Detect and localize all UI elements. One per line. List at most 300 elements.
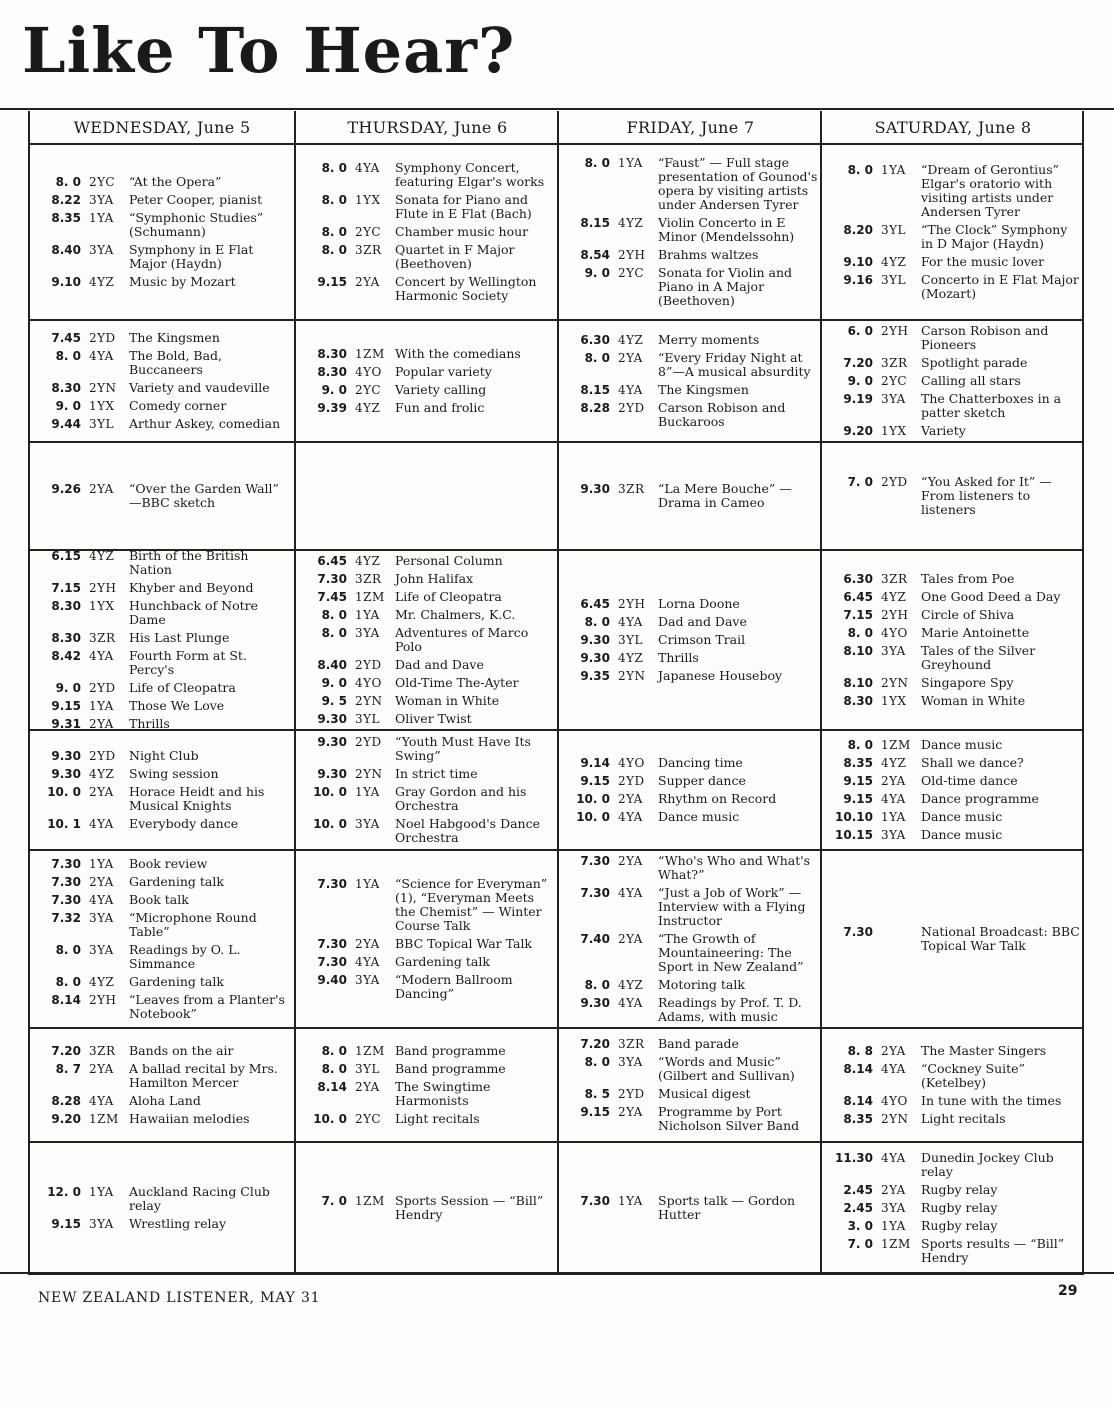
programme-time: 8. 0 [321,626,347,640]
programme-title: Adventures of Marco Polo [395,625,529,654]
programme-listing [303,877,555,933]
programme-time: 7.32 [51,911,81,925]
station-call-sign: 4YA [881,1062,906,1076]
station-call-sign: 2YH [89,993,117,1007]
programme-listing [37,193,290,207]
station-call-sign: 4YA [618,996,643,1010]
programme-listing [566,932,818,974]
programme-listing [829,424,1080,438]
programme-listing [37,349,290,377]
station-call-sign: 4YA [89,1094,114,1108]
programme-title: Concert by Wellington Harmonic Society [395,274,537,303]
programme-listing [303,973,555,1001]
programme-title: “The Growth of Mountaineering: The Sport in New Zealand” [658,931,804,974]
station-call-sign: 1ZM [881,738,911,752]
programme-listing [566,792,818,806]
programme-title: “Science for Everyman” (1), “Everyman Meets the Chemist” — Winter Course Talk [395,876,548,933]
programme-listing [566,1037,818,1051]
programme-time: 9.39 [317,401,347,415]
bottom-rule [0,1272,1114,1274]
programme-title: Variety calling [395,382,487,397]
programme-title: Comedy corner [129,398,227,413]
programme-listing [303,590,555,604]
programme-listing [566,633,818,647]
programme-time: 9.30 [51,749,81,763]
programme-time: 9. 0 [55,681,81,695]
programme-time: 10. 0 [313,817,347,831]
programme-time: 8. 0 [584,615,610,629]
programme-listing [566,774,818,788]
station-call-sign: 3YA [881,644,906,658]
programme-listing [303,1062,555,1076]
programme-listing [37,581,290,595]
programme-title: For the music lover [921,254,1045,269]
programme-listing [566,1194,818,1222]
programme-time: 8.15 [580,383,610,397]
programme-time: 9.15 [51,699,81,713]
programme-listing [566,810,818,824]
programme-block [30,731,294,851]
programme-time: 6.45 [580,597,610,611]
programme-title: Old-time dance [921,773,1018,788]
station-call-sign: 1YA [355,877,380,891]
programme-block [30,443,294,551]
station-call-sign: 2YH [618,248,646,262]
station-call-sign: 2YD [89,749,116,763]
programme-title: Sports talk — Gordon Hutter [658,1193,796,1222]
station-call-sign: 1YA [618,156,643,170]
station-call-sign: 2YN [89,381,117,395]
programme-time: 9.30 [317,735,347,749]
programme-time: 6.30 [580,333,610,347]
programme-listing [37,785,290,813]
programme-time: 8. 0 [847,626,873,640]
station-call-sign: 2YA [89,875,114,889]
publication-line: NEW ZEALAND LISTENER, MAY 31 [38,1290,321,1306]
programme-listing [37,911,290,939]
station-call-sign: 4YO [355,365,382,379]
programme-listing [566,156,818,212]
station-call-sign: 4YZ [89,549,115,563]
programme-title: “Just a Job of Work” —Interview with a Flying Instructor [658,885,806,928]
programme-listing [829,255,1080,269]
station-call-sign: 2YH [89,581,117,595]
programme-title: Crimson Trail [658,632,746,647]
station-call-sign: 4YZ [355,401,381,415]
programme-time: 7.40 [580,932,610,946]
programme-title: Dance music [921,737,1003,752]
programme-title: Band programme [395,1061,506,1076]
programme-time: 9.31 [51,717,81,731]
station-call-sign: 2YD [89,681,116,695]
station-call-sign: 1YA [881,163,906,177]
programme-listing [37,417,290,431]
programme-title: Symphony in E Flat Major (Haydn) [129,242,254,271]
programme-title: Dance music [921,827,1003,842]
programme-time: 9.15 [580,774,610,788]
programme-title: The Master Singers [921,1043,1047,1058]
programme-title: “Words and Music” (Gilbert and Sullivan) [658,1054,795,1083]
programme-time: 8. 8 [847,1044,873,1058]
programme-title: Lorna Doone [658,596,740,611]
page-number: 29 [1058,1283,1078,1299]
station-call-sign: 3YL [355,1062,381,1076]
programme-title: Thrills [658,650,699,665]
programme-block [822,851,1084,1029]
programme-title: Variety [921,423,966,438]
programme-time: 8. 7 [55,1062,81,1076]
programme-listing [566,248,818,262]
station-call-sign: 1ZM [881,1237,911,1251]
station-call-sign: 3ZR [618,482,645,496]
programme-time: 9.30 [317,712,347,726]
programme-time: 9. 5 [321,694,347,708]
station-call-sign: 1YA [881,1219,906,1233]
programme-title: The Bold, Bad, Buccaneers [129,348,223,377]
programme-listing [303,712,555,726]
programme-listing [37,717,290,731]
programme-title: “Every Friday Night at 8”—A musical absurdity [658,350,811,379]
programme-listing [303,626,555,654]
programme-time: 2.45 [843,1183,873,1197]
programme-time: 8.35 [51,211,81,225]
programme-block [559,731,822,851]
programme-title: John Halifax [395,571,474,586]
station-call-sign: 2YH [881,608,909,622]
station-call-sign: 3YL [89,417,115,431]
programme-time: 8. 0 [321,608,347,622]
station-call-sign: 3ZR [355,243,382,257]
programme-listing [829,374,1080,388]
station-call-sign: 4YA [89,817,114,831]
programme-block [822,1143,1084,1273]
programme-time: 9.40 [317,973,347,987]
station-call-sign: 2YA [355,937,380,951]
programme-listing [37,993,290,1021]
programme-listing [829,774,1080,788]
programme-block [559,1029,822,1143]
programme-block [30,548,294,731]
programme-listing [829,590,1080,604]
day-column [294,111,559,1273]
programme-listing [303,193,555,221]
programme-title: Life of Cleopatra [395,589,502,604]
programme-title: Rugby relay [921,1182,998,1197]
programme-time: 12. 0 [47,1185,81,1199]
programme-block [30,851,294,1029]
programme-listing [37,649,290,677]
programme-listing [303,401,555,415]
programme-block [822,321,1084,443]
station-call-sign: 2YD [618,401,645,415]
programme-block [30,321,294,443]
station-call-sign: 3YA [355,626,380,640]
programme-listing [566,996,818,1024]
programme-listing [303,937,555,951]
programme-title: Peter Cooper, pianist [129,192,263,207]
station-call-sign: 2YC [89,175,116,189]
headline: Like To Hear? [22,14,516,87]
programme-time: 9.10 [51,275,81,289]
programme-listing [566,333,818,347]
programme-time: 8. 0 [584,156,610,170]
programme-title: Band programme [395,1043,506,1058]
station-call-sign: 3YL [881,223,907,237]
programme-listing [303,767,555,781]
programme-time: 9. 0 [847,374,873,388]
programme-time: 10.10 [835,810,873,824]
programme-time: 9.30 [580,996,610,1010]
programme-title: “La Mere Bouche” — Drama in Cameo [658,481,792,510]
programme-title: Dance programme [921,791,1039,806]
programme-listing [566,383,818,397]
programme-title: Hunchback of Notre Dame [129,598,259,627]
programme-time: 7.30 [580,886,610,900]
programme-time: 7. 0 [847,1237,873,1251]
programme-listing [37,857,290,871]
programme-title: Horace Heidt and his Musical Knights [129,784,265,813]
programme-title: A ballad recital by Mrs. Hamilton Mercer [129,1061,278,1090]
programme-listing [37,699,290,713]
programme-title: Carson Robison and Buckaroos [658,400,786,429]
programme-title: “Dream of Gerontius” Elgar's oratorio with visiting artists under Andersen Tyrer [921,162,1060,219]
station-call-sign: 3YL [355,712,381,726]
programme-listing [829,792,1080,806]
programme-listing [37,331,290,345]
programme-listing [303,608,555,622]
programme-title: In strict time [395,766,478,781]
programme-time: 9.30 [51,767,81,781]
programme-time: 9.44 [51,417,81,431]
programme-title: Concerto in E Flat Major (Mozart) [921,272,1079,301]
programme-block [822,731,1084,851]
programme-time: 6.15 [51,549,81,563]
programme-time: 9.30 [580,482,610,496]
programme-title: Hawaiian melodies [129,1111,250,1126]
programme-listing [37,549,290,577]
programme-listing [303,275,555,303]
programme-time: 8.22 [51,193,81,207]
programme-block [296,321,559,443]
station-call-sign: 3YA [881,1201,906,1215]
programme-title: Popular variety [395,364,492,379]
programme-title: Fun and frolic [395,400,485,415]
station-call-sign: 2YC [355,225,382,239]
station-call-sign: 4YZ [89,767,115,781]
programme-title: Personal Column [395,553,503,568]
station-call-sign: 2YD [618,774,645,788]
station-call-sign: 3YA [89,943,114,957]
station-call-sign: 1YA [618,1194,643,1208]
programme-time: 8. 0 [321,243,347,257]
programme-title: Sonata for Violin and Piano in A Major (Beethoven) [658,265,792,308]
station-call-sign: 3YA [881,828,906,842]
station-call-sign: 1YA [89,1185,114,1199]
programme-listing [829,694,1080,708]
programme-listing [303,735,555,763]
station-call-sign: 1ZM [355,1194,385,1208]
programme-time: 8.35 [843,756,873,770]
programme-listing [829,1044,1080,1058]
programme-title: Symphony Concert, featuring Elgar's works [395,160,545,189]
programme-time: 8.30 [51,631,81,645]
programme-listing [566,401,818,429]
programme-time: 6.45 [317,554,347,568]
station-call-sign: 3ZR [881,356,908,370]
programme-title: Dancing time [658,755,743,770]
programme-block [559,851,822,1029]
programme-time: 9.15 [51,1217,81,1231]
programme-listing [303,554,555,568]
programme-title: Dance music [658,809,740,824]
programme-time: 8. 0 [55,349,81,363]
programme-time: 9.19 [843,392,873,406]
programme-title: Light recitals [395,1111,480,1126]
programme-title: Readings by O. L. Simmance [129,942,241,971]
station-call-sign: 2YA [89,482,114,496]
programme-title: Japanese Houseboy [658,668,783,683]
programme-listing [566,854,818,882]
programme-listing [566,482,818,510]
programme-title: Night Club [129,748,199,763]
programme-time: 8. 0 [584,351,610,365]
programme-time: 8.42 [51,649,81,663]
station-call-sign: 2YN [355,767,383,781]
programme-listing [37,749,290,763]
programme-listing [303,694,555,708]
programme-listing [829,1062,1080,1090]
programme-title: Carson Robison and Pioneers [921,323,1049,352]
programme-listing [829,1219,1080,1233]
programme-listing [303,383,555,397]
station-call-sign: 2YN [881,1112,909,1126]
station-call-sign: 2YN [618,669,646,683]
programme-time: 9.15 [843,774,873,788]
programme-title: Spotlight parade [921,355,1028,370]
programme-title: Noel Habgood's Dance Orchestra [395,816,540,845]
station-call-sign: 4YO [618,756,645,770]
programme-title: Motoring talk [658,977,745,992]
station-call-sign: 2YA [89,717,114,731]
programme-title: Shall we dance? [921,755,1024,770]
programme-listing [37,1217,290,1231]
programme-listing [303,1044,555,1058]
programme-time: 8.14 [843,1062,873,1076]
station-call-sign: 2YA [618,854,643,868]
station-call-sign: 2YA [618,1105,643,1119]
programme-time: 7.45 [51,331,81,345]
station-call-sign: 4YZ [618,216,644,230]
station-call-sign: 3YA [355,973,380,987]
programme-listing [829,1237,1080,1265]
programme-time: 7.20 [843,356,873,370]
programme-block [30,1143,294,1273]
programme-time: 7.30 [317,955,347,969]
station-call-sign: 4YA [881,1151,906,1165]
programme-time: 8.35 [843,1112,873,1126]
programme-title: Brahms waltzes [658,247,759,262]
programme-listing [566,597,818,611]
programme-time: 9.15 [843,792,873,806]
programme-title: In tune with the times [921,1093,1062,1108]
programme-listing [829,392,1080,420]
programme-time: 6.45 [843,590,873,604]
programme-block [30,1029,294,1143]
programme-time: 8.28 [580,401,610,415]
station-call-sign: 2YA [89,785,114,799]
programme-title: Music by Mozart [129,274,236,289]
programme-time: 8.20 [843,223,873,237]
station-call-sign: 2YA [881,774,906,788]
programme-listing [37,767,290,781]
programme-time: 8.10 [843,676,873,690]
programme-time: 8.30 [317,347,347,361]
station-call-sign: 2YC [355,383,382,397]
programme-listing [303,365,555,379]
programme-time: 7.30 [51,875,81,889]
station-call-sign: 3YL [881,273,907,287]
programme-block [296,443,559,551]
programme-time: 8.28 [51,1094,81,1108]
station-call-sign: 2YA [881,1183,906,1197]
programme-listing [37,875,290,889]
station-call-sign: 1YA [89,699,114,713]
programme-listing [829,223,1080,251]
programme-title: Violin Concerto in E Minor (Mendelssohn) [658,215,795,244]
programme-block [559,1143,822,1273]
programme-title: Tales from Poe [921,571,1015,586]
programme-time: 10.15 [835,828,873,842]
programme-title: “Modern Ballroom Dancing” [395,972,513,1001]
programme-title: The Swingtime Harmonists [395,1079,491,1108]
programme-title: The Kingsmen [658,382,749,397]
programme-listing [303,955,555,969]
programme-listing [566,1087,818,1101]
programme-time: 10. 0 [47,785,81,799]
station-call-sign: 1YA [355,785,380,799]
programme-title: Old-Time The-Ayter [395,675,519,690]
station-call-sign: 1ZM [355,1044,385,1058]
programme-time: 6.30 [843,572,873,586]
programme-time: 7.20 [580,1037,610,1051]
programme-time: 8. 0 [847,163,873,177]
programme-title: Bands on the air [129,1043,234,1058]
programme-title: Woman in White [395,693,500,708]
programme-listing [37,211,290,239]
programme-title: “The Clock” Symphony in D Major (Haydn) [921,222,1068,251]
programme-time: 7.15 [843,608,873,622]
station-call-sign: 2YH [881,324,909,338]
station-call-sign [881,925,921,953]
programme-title: Dad and Dave [658,614,747,629]
programme-listing [37,1112,290,1126]
programme-listing [566,351,818,379]
station-call-sign: 4YA [618,383,643,397]
programme-time: 9.35 [580,669,610,683]
programme-listing [37,975,290,989]
programme-time: 9.30 [580,633,610,647]
station-call-sign: 3YA [881,392,906,406]
station-call-sign: 1ZM [355,347,385,361]
station-call-sign: 3YA [89,243,114,257]
programme-title: Dunedin Jockey Club relay [921,1150,1054,1179]
programme-time: 9.26 [51,482,81,496]
programme-title: Book review [129,856,208,871]
programme-title: “Over the Garden Wall” —BBC sketch [129,481,279,510]
programme-time: 7.30 [580,1194,610,1208]
programme-listing [37,1094,290,1108]
station-call-sign: 2YC [355,1112,382,1126]
